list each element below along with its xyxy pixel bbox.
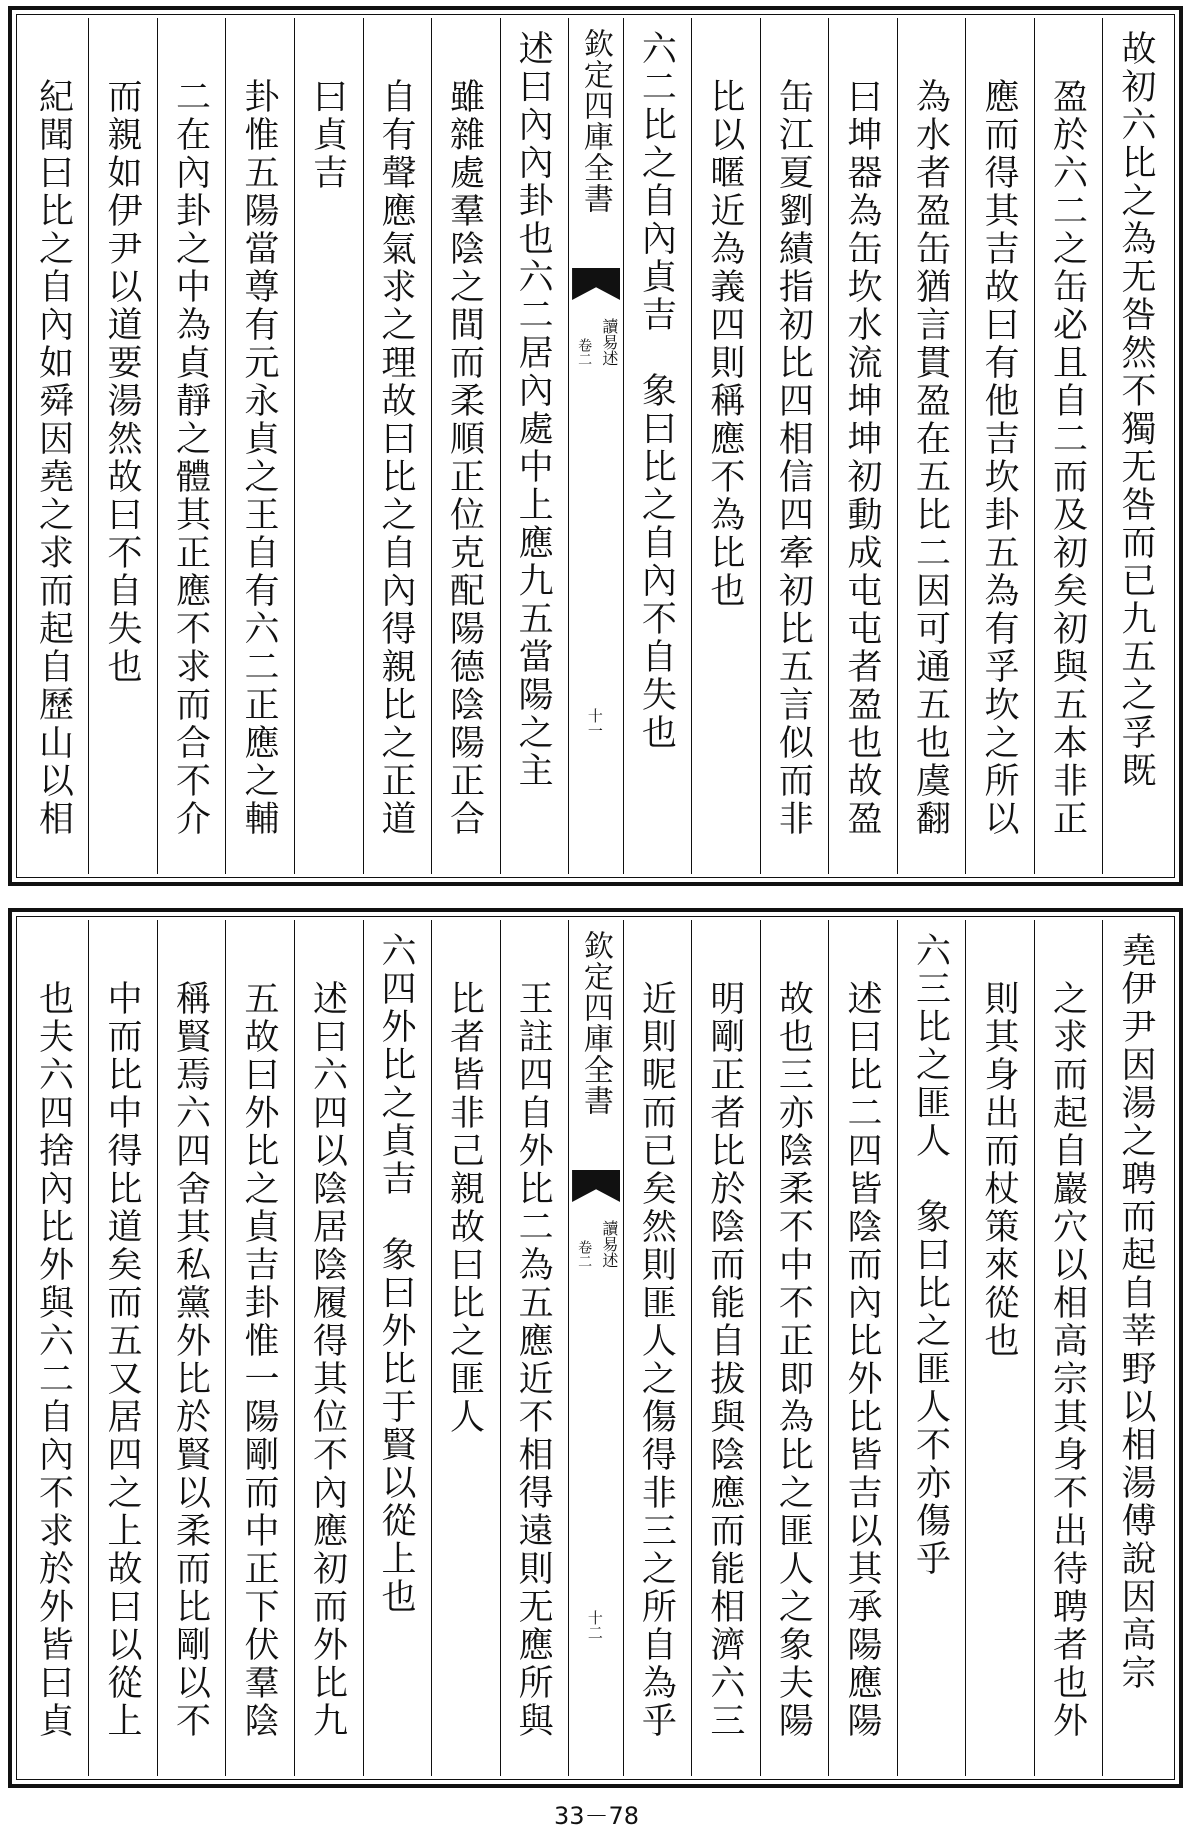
- text-column: 也夫六四捨內比外與六二自內不求於外皆曰貞: [33, 980, 74, 1740]
- lower-page: [8, 908, 1183, 1788]
- text-column: 則其身出而杖策來從也: [965, 920, 1034, 1776]
- text-column: 明剛正者比於陰而能自拔與陰應而能相濟六三: [691, 920, 760, 1776]
- book-title: 欽定四庫全書: [577, 930, 613, 1116]
- upper-page: [8, 6, 1183, 886]
- text-column: 六四外比之貞吉 象曰外比于賢以從上也: [363, 920, 432, 1776]
- text-column: 故也三亦陰柔不中不正即為比之匪人之象夫陽: [760, 920, 829, 1776]
- page-number: 33－78: [553, 1802, 640, 1830]
- fish-tail-mark: [572, 268, 620, 300]
- text-column: 王註四自外比二為五應近不相得遠則无應所與: [500, 920, 569, 1776]
- chapter-title: 讀易述: [599, 1220, 619, 1268]
- center-fold: [568, 920, 623, 1776]
- text-column: 五故曰外比之貞吉卦惟一陽剛而中正下伏羣陰: [225, 920, 294, 1776]
- folio-number: 十二: [585, 1610, 604, 1640]
- text-column: 六三比之匪人 象曰比之匪人不亦傷乎: [897, 920, 966, 1776]
- text-column: 卦惟五陽當尊有元永貞之王自有六二正應之輔: [225, 18, 294, 874]
- text-column: 述曰六四以陰居陰履得其位不內應初而外比九: [294, 920, 363, 1776]
- text-column: 述曰內內卦也六二居內處中上應九五當陽之主: [500, 18, 569, 874]
- text-column: 比者皆非己親故曰比之匪人: [431, 920, 500, 1776]
- book-title: 欽定四庫全書: [577, 28, 613, 214]
- text-column: 缶江夏劉績指初比四相信四牽初比五言似而非: [760, 18, 829, 874]
- text-column: 自有聲應氣求之理故曰比之自內得親比之正道: [363, 18, 432, 874]
- text-column: 稱賢焉六四舍其私黨外比於賢以柔而比剛以不: [157, 920, 226, 1776]
- text-column: 為水者盈缶猶言貫盈在五比二因可通五也虞翻: [897, 18, 966, 874]
- text-column: 堯伊尹因湯之聘而起自莘野以相湯傅說因高宗: [1102, 920, 1171, 1776]
- text-column: 雖雜處羣陰之間而柔順正位克配陽德陰陽正合: [431, 18, 500, 874]
- text-column: 盈於六二之缶必且自二而及初矣初與五本非正: [1034, 18, 1103, 874]
- text-column: 應而得其吉故曰有他吉坎卦五為有孚坎之所以: [965, 18, 1034, 874]
- folio-number: 十一: [585, 708, 604, 738]
- text-column: 近則昵而已矣然則匪人之傷得非三之所自為乎: [623, 920, 692, 1776]
- text-column: 曰坤器為缶坎水流坤坤初動成屯屯者盈也故盈: [828, 18, 897, 874]
- text-column: 曰貞吉: [294, 18, 363, 874]
- text-column: 故初六比之為无咎然不獨无咎而已九五之孚既: [1102, 18, 1171, 874]
- text-column: 述曰比二四皆陰而內比外比皆吉以其承陽應陽: [828, 920, 897, 1776]
- text-column: 中而比中得比道矣而五又居四之上故曰以從上: [88, 920, 157, 1776]
- center-fold: [568, 18, 623, 874]
- text-column: 而親如伊尹以道要湯然故曰不自失也: [88, 18, 157, 874]
- fish-tail-mark: [572, 1170, 620, 1202]
- text-column: 比以暱近為義四則稱應不為比也: [691, 18, 760, 874]
- chapter-title: 讀易述: [599, 318, 619, 366]
- volume-label: 卷二: [576, 1240, 593, 1268]
- text-column: 六二比之自內貞吉 象曰比之自內不自失也: [623, 18, 692, 874]
- text-column: 紀聞曰比之自內如舜因堯之求而起自歷山以相: [33, 78, 74, 838]
- volume-label: 卷二: [576, 338, 593, 366]
- text-column: 之求而起自巖穴以相高宗其身不出待聘者也外: [1034, 920, 1103, 1776]
- text-column: 二在內卦之中為貞靜之體其正應不求而合不介: [157, 18, 226, 874]
